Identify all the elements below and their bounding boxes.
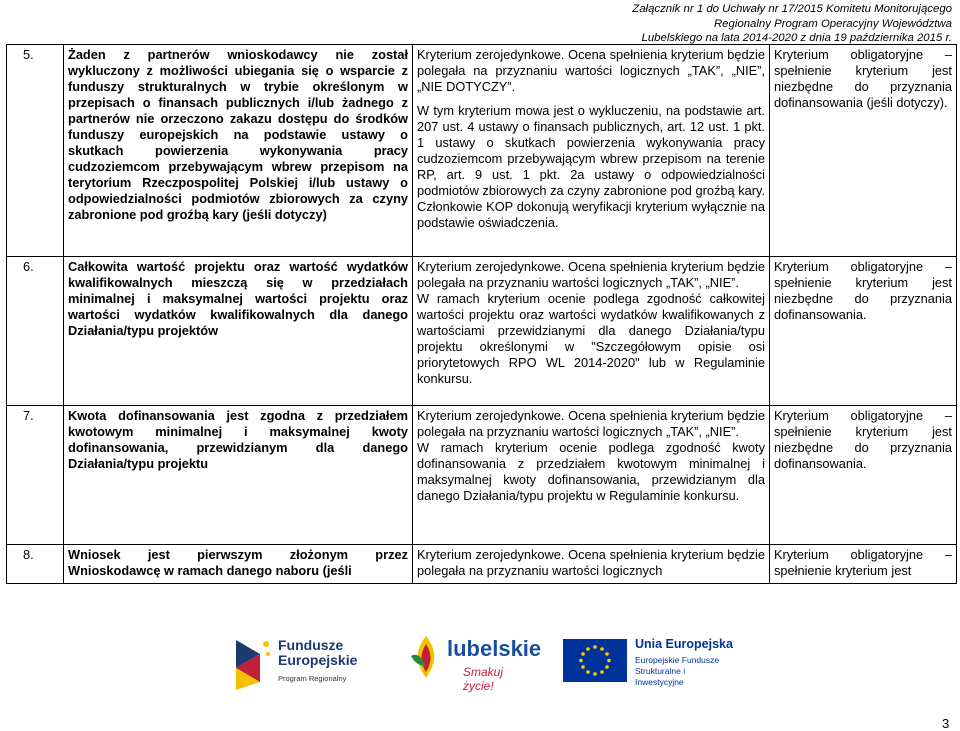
fundusze-europejskie-logo	[230, 634, 358, 692]
criterion-number: 5.	[7, 45, 64, 257]
lubelskie-emblem-icon	[407, 632, 445, 682]
criterion-assessment	[413, 257, 770, 406]
criterion-name: Kwota dofinansowania jest zgodna z przedziałem kwotowym minimalnej i maksymalnej kwoty dofinansowania, przewidzianym dla danego Działania/typu projektu	[64, 406, 413, 545]
table-row	[7, 257, 957, 406]
fundusze-europejskie-emblem-icon	[230, 634, 274, 692]
assessment-note: W ramach kryterium ocenie podlega zgodność kwoty dofinansowania z przedziałem kwotowym minimalnej i maksymalnej kwoty dofinansowania, przewidzianym dla danego Działania/typu projektu w Regulaminie konkursu.	[417, 440, 765, 503]
table-row	[7, 406, 957, 545]
criterion-name: Żaden z partnerów wnioskodawcy nie został wykluczony z możliwości ubiegania się o wsparcie z funduszy strukturalnych w trybie określonym w przepisach o finansach publicznych i/lub żadnego z partnerów nie orzeczono zakazu dostępu do środków funduszy europejskich na podstawie ustawy o skutkach powierzenia wykonywania pracy cudzoziemcom przebywającym wbrew przepisom na terytorium Rzeczpospolitej Polskiej i/lub ustawy o odpowiedzialności podmiotów zbiorowych za czyny zabronione pod groźbą kary (jeśli dotyczy)	[64, 45, 413, 257]
program-regionalny-label: Program Regionalny	[278, 674, 347, 683]
criteria-table	[6, 44, 957, 584]
criterion-number: 7.	[7, 406, 64, 545]
page-number: 3	[942, 716, 950, 731]
criterion-name: Całkowita wartość projektu oraz wartość wydatków kwalifikowalnych mieszczą się w przedziałach minimalnej i maksymalnej wartości projektu oraz wartości wydatków kwalifikowalnych dla danego Działania/typu projektów	[64, 257, 413, 406]
assessment-text: Kryterium zerojedynkowe. Ocena spełnienia kryterium będzie polegała na przyznaniu wartości logicznych „TAK”, „NIE”, „NIE DOTYCZY”.	[417, 47, 765, 94]
assessment-text: Kryterium zerojedynkowe. Ocena spełnienia kryterium będzie polegała na przyznaniu wartości logicznych	[417, 547, 765, 578]
criterion-number: 6.	[7, 257, 64, 406]
criterion-type: Kryterium obligatoryjne – spełnienie kryterium jest niezbędne do przyznania dofinansowania (jeśli dotyczy).	[770, 45, 957, 257]
table-row	[7, 45, 957, 257]
criterion-type: Kryterium obligatoryjne – spełnienie kryterium jest niezbędne do przyznania dofinansowania.	[770, 406, 957, 545]
criterion-type: Kryterium obligatoryjne – spełnienie kryterium jest niezbędne do przyznania dofinansowania.	[770, 257, 957, 406]
lubelskie-slogan: Smakuj życie!	[463, 665, 504, 693]
logo-text-line: Europejskie	[278, 652, 358, 668]
header-line-3: Lubelskiego na lata 2014-2020 z dnia 19 października 2015 r.	[641, 32, 952, 44]
document-header	[632, 2, 952, 46]
unia-europejska-name: Unia Europejska	[635, 637, 733, 651]
header-line-1: Załącznik nr 1 do Uchwały nr 17/2015 Komitetu Monitorującego	[632, 3, 952, 15]
assessment-note: W ramach kryterium ocenie podlega zgodność całkowitej wartości projektu oraz wartości wydatków kwalifikowanych z wartościami przewidzianymi dla danego Działania/typu projektu określonymi w "Szczegółowym opisie osi priorytetowych RPO WL 2014-2020" lub w Regulaminie konkursu.	[417, 291, 765, 386]
assessment-text: Kryterium zerojedynkowe. Ocena spełnienia kryterium będzie polegała na przyznaniu wartości logicznych „TAK”, „NIE”.	[417, 408, 765, 439]
table-row	[7, 545, 957, 584]
logo-text-line: Fundusze	[278, 637, 344, 653]
fundusze-europejskie-name	[278, 638, 357, 668]
criterion-assessment	[413, 406, 770, 545]
criterion-assessment	[413, 545, 770, 584]
header-line-2: Regionalny Program Operacyjny Województwa	[713, 17, 952, 30]
criterion-name: Wniosek jest pierwszym złożonym przez Wnioskodawcę w ramach danego naboru (jeśli	[64, 545, 413, 584]
assessment-text: Kryterium zerojedynkowe. Ocena spełnienia kryterium będzie polegała na przyznaniu wartości logicznych „TAK”, „NIE”.	[417, 259, 765, 290]
criterion-assessment	[413, 45, 770, 257]
unia-europejska-logo	[563, 635, 733, 690]
unia-europejska-subtitle	[635, 655, 733, 688]
assessment-note: W tym kryterium mowa jest o wykluczeniu, na podstawie art. 207 ust. 4 ustawy o finansach publicznych, art. 12 ust. 1 pkt. 1 ustawy o skutkach powierzenia wykonywania pracy cudzoziemcom przebywającym wbrew przepisom na terenie RP, art. 9 ust. 1 pkt. 2a ustawy o odpowiedzialności podmiotów zbiorowych za czyny zabronione pod groźbą kary. Członkowie KOP dokonują weryfikacji kryterium wyłącznie na podstawie oświadczenia.	[417, 103, 765, 230]
eu-flag-icon	[563, 639, 627, 682]
lubelskie-logo	[407, 630, 542, 693]
lubelskie-name: lubelskie	[447, 636, 542, 661]
criterion-number: 8.	[7, 545, 64, 584]
footer-logos	[0, 630, 960, 693]
logo-text-line: Europejskie Fundusze	[635, 655, 720, 665]
logo-text-line: Strukturalne i Inwestycyjne	[635, 666, 686, 687]
criterion-type: Kryterium obligatoryjne – spełnienie kryterium jest	[770, 545, 957, 584]
